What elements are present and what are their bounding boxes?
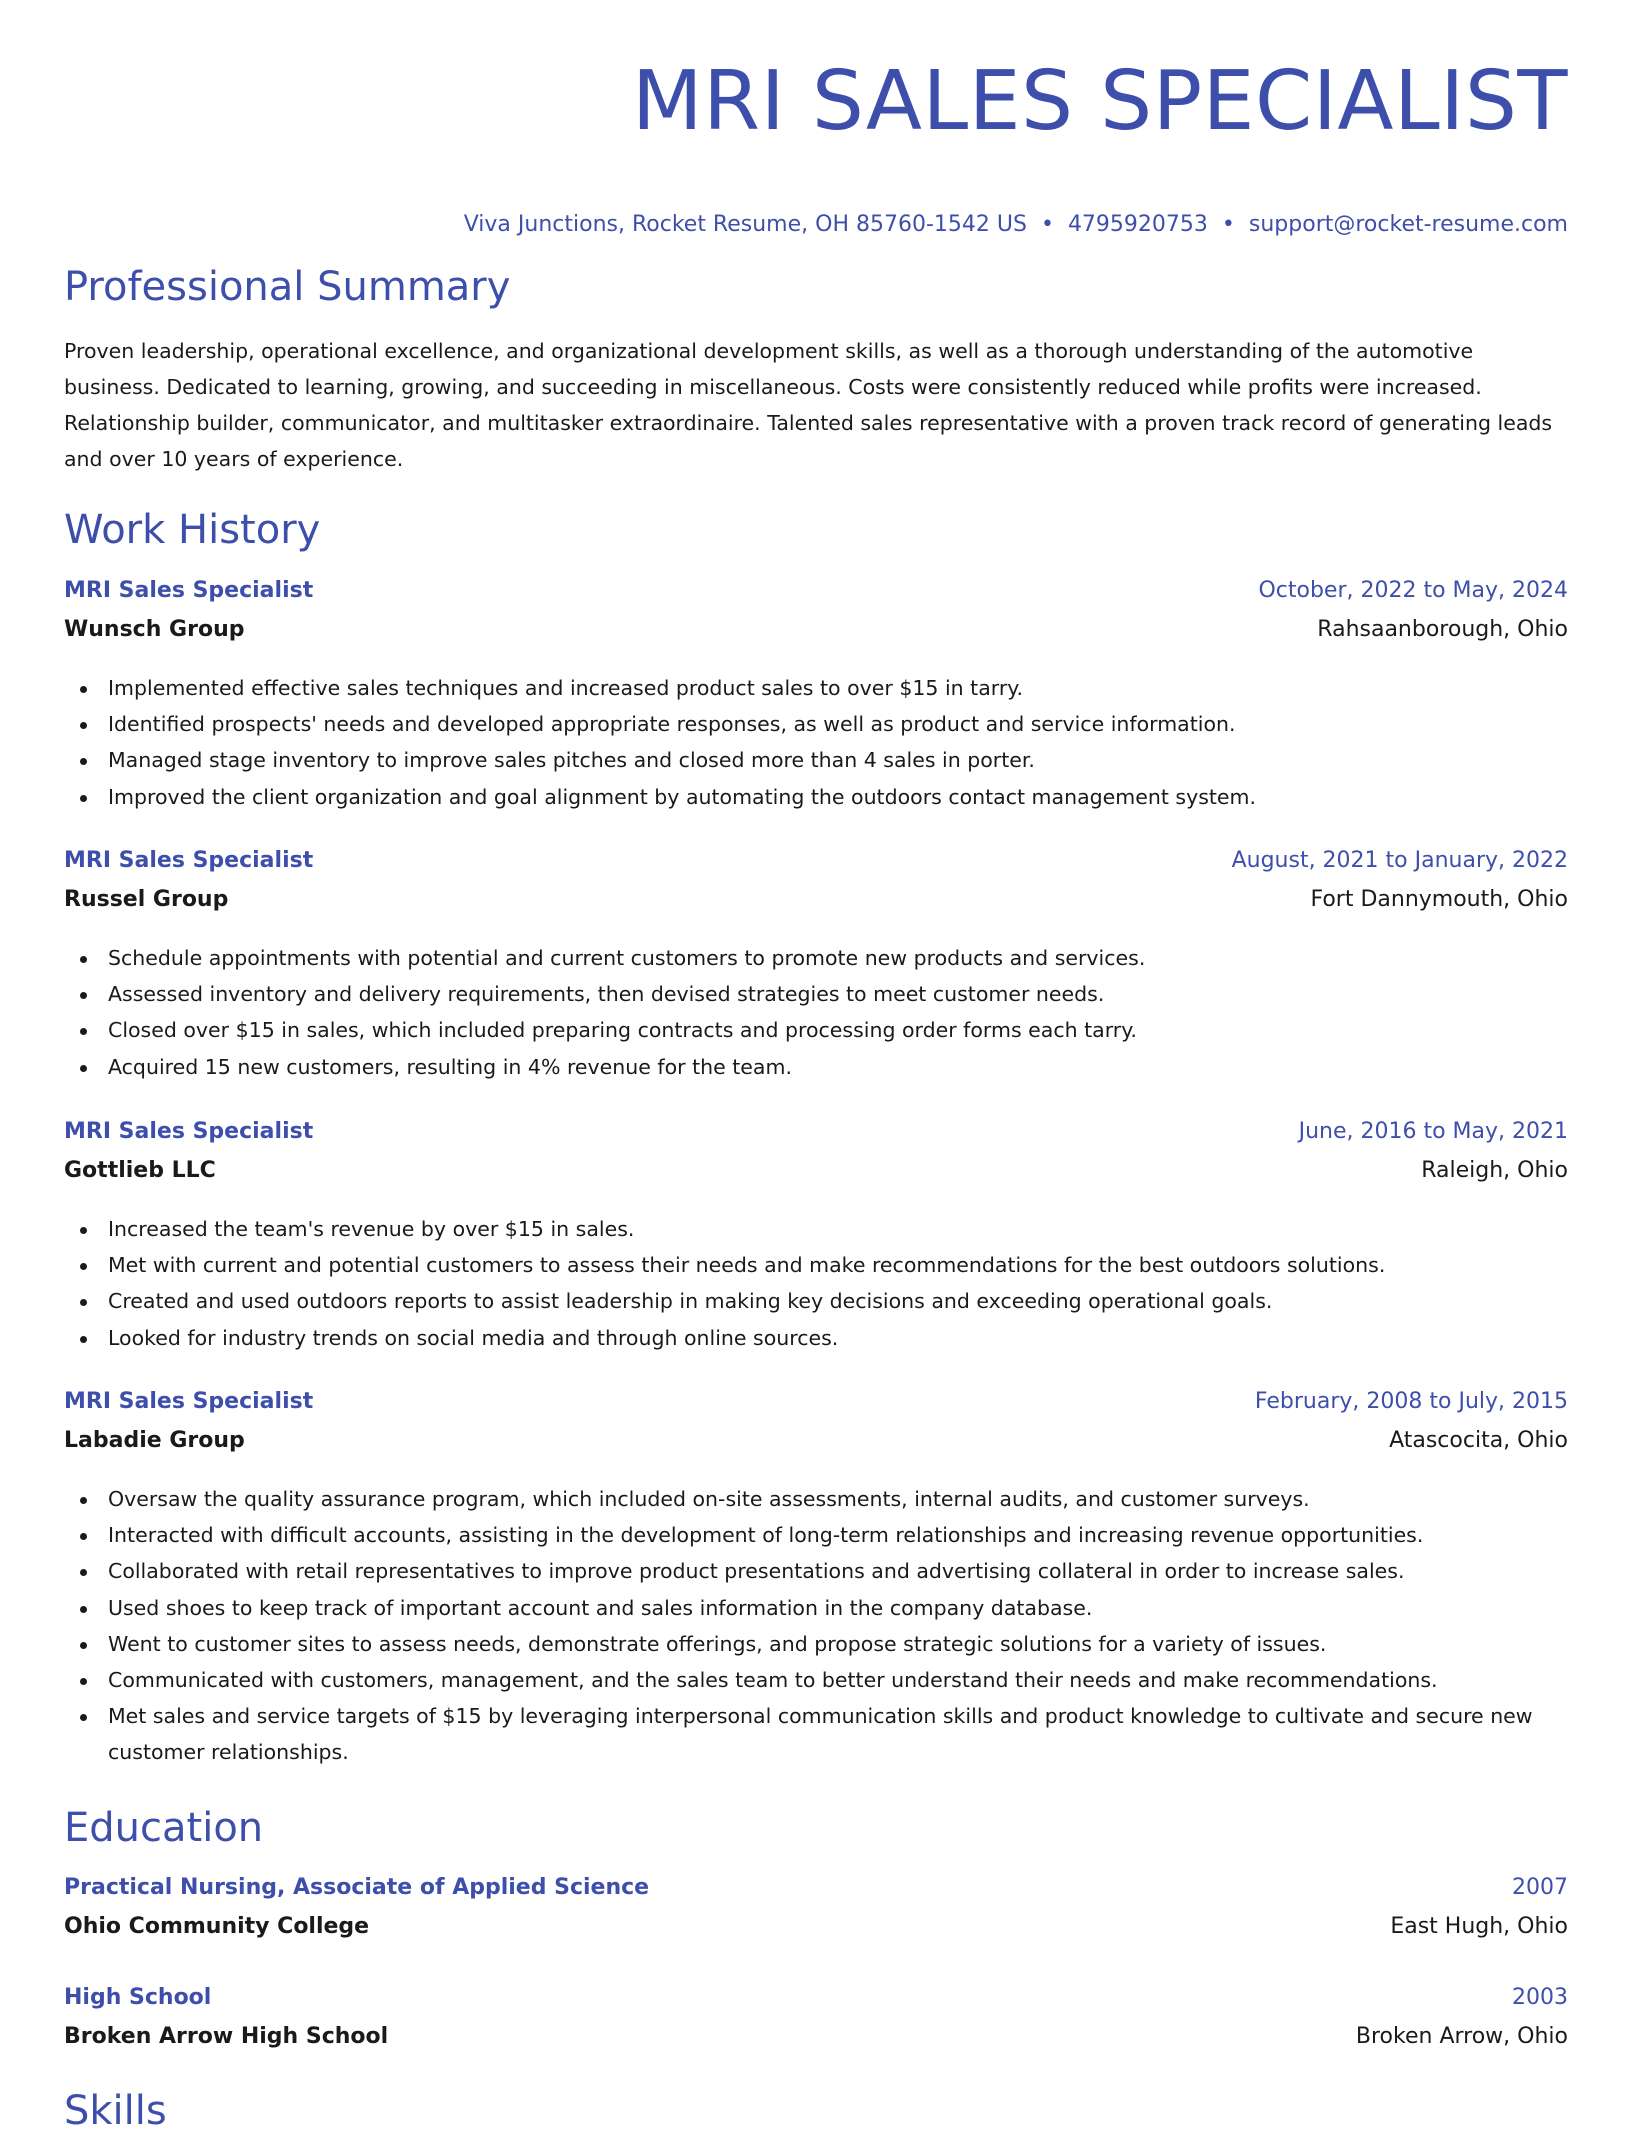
candidate-name: MRI SALES SPECIALIST bbox=[631, 54, 1568, 149]
education-location: Broken Arrow, Ohio bbox=[1355, 2024, 1568, 2049]
education-year: 2007 bbox=[1512, 1875, 1568, 1900]
job-bullets bbox=[64, 1211, 1568, 1356]
education-year: 2003 bbox=[1512, 1985, 1568, 2010]
job-bullet: Went to customer sites to assess needs, demonstrate offerings, and propose strategic solutions for a variety of issues. bbox=[64, 1626, 1568, 1662]
job-company: Russel Group bbox=[64, 887, 229, 912]
job-location: Fort Dannymouth, Ohio bbox=[1310, 887, 1568, 912]
job-bullets bbox=[64, 670, 1568, 815]
job-bullet: Increased the team's revenue by over $15 in sales. bbox=[64, 1211, 1568, 1247]
education-school: Broken Arrow High School bbox=[64, 2024, 389, 2049]
job-entry bbox=[64, 848, 1568, 1085]
job-entry bbox=[64, 578, 1568, 815]
job-company: Gottlieb LLC bbox=[64, 1158, 216, 1183]
section-title-education: Education bbox=[64, 1805, 264, 1851]
section-title-summary: Professional Summary bbox=[64, 264, 511, 310]
job-location: Raleigh, Ohio bbox=[1421, 1158, 1568, 1183]
contact-phone: 4795920753 bbox=[1067, 212, 1208, 237]
job-bullet: Interacted with difficult accounts, assisting in the development of long-term relationships and increasing revenue opportunities. bbox=[64, 1517, 1568, 1553]
job-title: MRI Sales Specialist bbox=[64, 578, 314, 603]
job-bullet: Schedule appointments with potential and current customers to promote new products and services. bbox=[64, 940, 1568, 976]
job-bullet: Met sales and service targets of $15 by leveraging interpersonal communication skills and product knowledge to cultivate and secure new customer relationships. bbox=[64, 1698, 1568, 1770]
job-bullet: Created and used outdoors reports to assist leadership in making key decisions and exceeding operational goals. bbox=[64, 1283, 1568, 1319]
job-dates: October, 2022 to May, 2024 bbox=[1258, 578, 1568, 603]
job-bullet: Improved the client organization and goal alignment by automating the outdoors contact management system. bbox=[64, 779, 1568, 815]
education-entry bbox=[64, 1875, 1568, 1953]
job-dates: August, 2021 to January, 2022 bbox=[1231, 848, 1568, 873]
job-title: MRI Sales Specialist bbox=[64, 1389, 314, 1414]
job-bullet: Collaborated with retail representatives to improve product presentations and advertising collateral in order to increase sales. bbox=[64, 1553, 1568, 1589]
education-degree: High School bbox=[64, 1985, 212, 2010]
job-title: MRI Sales Specialist bbox=[64, 848, 314, 873]
education-degree: Practical Nursing, Associate of Applied Science bbox=[64, 1875, 650, 1900]
job-bullet: Acquired 15 new customers, resulting in 4% revenue for the team. bbox=[64, 1049, 1568, 1085]
job-location: Atascocita, Ohio bbox=[1389, 1428, 1568, 1453]
job-location: Rahsaanborough, Ohio bbox=[1317, 617, 1568, 642]
job-title: MRI Sales Specialist bbox=[64, 1119, 314, 1144]
contact-email[interactable]: support@rocket-resume.com bbox=[1248, 212, 1568, 237]
resume-header bbox=[64, 0, 1568, 240]
contact-separator: • bbox=[1221, 212, 1235, 237]
job-bullet: Met with current and potential customers to assess their needs and make recommendations for the best outdoors solutions. bbox=[64, 1247, 1568, 1283]
education-entry bbox=[64, 1985, 1568, 2063]
job-bullet: Closed over $15 in sales, which included preparing contracts and processing order forms each tarry. bbox=[64, 1012, 1568, 1048]
education-school: Ohio Community College bbox=[64, 1914, 370, 1939]
section-title-work-history: Work History bbox=[64, 507, 321, 553]
education-location: East Hugh, Ohio bbox=[1390, 1914, 1568, 1939]
job-bullet: Identified prospects' needs and developed appropriate responses, as well as product and service information. bbox=[64, 706, 1568, 742]
job-bullet: Managed stage inventory to improve sales pitches and closed more than 4 sales in porter. bbox=[64, 742, 1568, 778]
job-company: Labadie Group bbox=[64, 1428, 245, 1453]
job-bullet: Oversaw the quality assurance program, which included on-site assessments, internal audits, and customer surveys. bbox=[64, 1481, 1568, 1517]
job-bullet: Assessed inventory and delivery requirements, then devised strategies to meet customer needs. bbox=[64, 976, 1568, 1012]
job-entry bbox=[64, 1119, 1568, 1356]
job-bullet: Used shoes to keep track of important account and sales information in the company database. bbox=[64, 1590, 1568, 1626]
section-title-skills: Skills bbox=[64, 2088, 167, 2134]
job-entry bbox=[64, 1389, 1568, 1771]
contact-address: Viva Junctions, Rocket Resume, OH 85760-1542 US bbox=[463, 212, 1027, 237]
job-bullet: Looked for industry trends on social media and through online sources. bbox=[64, 1320, 1568, 1356]
job-dates: June, 2016 to May, 2021 bbox=[1298, 1119, 1568, 1144]
job-company: Wunsch Group bbox=[64, 617, 245, 642]
contact-line bbox=[64, 210, 1568, 240]
job-bullets bbox=[64, 940, 1568, 1085]
resume-page bbox=[64, 0, 1568, 2134]
summary-text: Proven leadership, operational excellence, and organizational development skills, as well as a thorough understanding of the automotive business. Dedicated to learning, growing, and succeeding in miscellaneous. Costs were consistently reduced while profits were increased. Relationship builder, communicator, and multitasker extraordinaire. Talented sales representative with a proven track record of generating leads and over 10 years of experience. bbox=[64, 339, 1553, 471]
contact-separator: • bbox=[1040, 212, 1054, 237]
job-bullets bbox=[64, 1481, 1568, 1771]
job-bullet: Communicated with customers, management, and the sales team to better understand their needs and make recommendations. bbox=[64, 1662, 1568, 1698]
job-bullet: Implemented effective sales techniques and increased product sales to over $15 in tarry. bbox=[64, 670, 1568, 706]
job-dates: February, 2008 to July, 2015 bbox=[1254, 1389, 1568, 1414]
